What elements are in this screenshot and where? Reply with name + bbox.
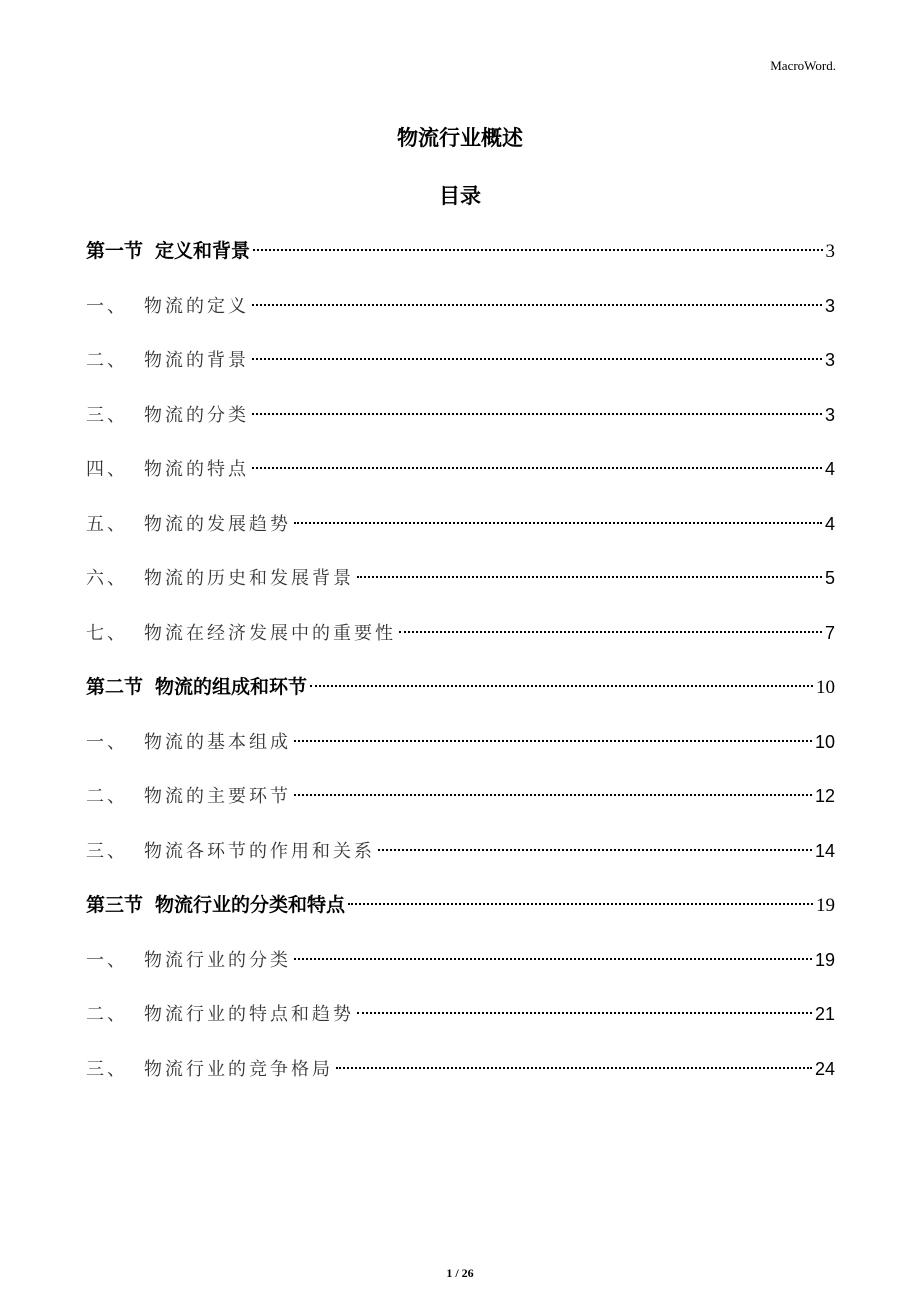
toc-entry-text: 物流的定义 [144,295,249,317]
toc-entry-label [86,774,291,820]
toc-entry-text: 物流的基本组成 [144,731,291,753]
toc-entry-number: 四、 [86,459,128,480]
toc-entry-text: 物流的历史和发展背景 [144,568,354,589]
toc-entry-label [86,393,249,439]
toc-entry-label [86,720,291,766]
toc-page-number: 14 [814,840,835,861]
toc-heading: 目录 [439,184,481,208]
toc-entry-text: 定义和背景 [155,240,251,262]
toc-page-number: 19 [814,949,835,970]
dot-leader [378,849,812,851]
toc-entry-label [86,882,345,928]
toc-entry-text: 物流行业的分类和特点 [155,894,346,916]
toc-entry-label [86,447,249,493]
toc-entry-text: 物流的背景 [144,350,249,371]
page-indicator: 1 / 26 [446,1266,474,1280]
dot-leader [310,685,813,687]
toc-entry-label [86,829,375,875]
dot-leader [252,467,822,469]
toc-page-number: 24 [814,1058,835,1079]
toc-entry-text: 物流行业的特点和趋势 [144,1004,354,1025]
toc-entry-text: 物流的特点 [144,459,249,480]
dot-leader [252,358,822,360]
dot-leader [357,576,822,578]
toc-page-number: 10 [814,731,835,752]
dot-leader [252,304,822,306]
toc-subsection-entry[interactable] [86,1046,835,1101]
toc-entry-text: 物流的组成和环节 [155,676,308,698]
toc-subsection-entry[interactable] [86,446,835,501]
dot-leader [294,522,822,524]
toc-entry-number: 三、 [86,404,128,426]
toc-subsection-entry[interactable] [86,610,835,665]
toc-entry-number: 第二节 [86,676,144,698]
toc-entry-text: 物流行业的分类 [144,949,291,971]
toc-subsection-entry[interactable] [86,501,835,556]
toc-subsection-entry[interactable] [86,283,835,338]
dot-leader [336,1067,812,1069]
toc-page-number: 3 [824,404,835,425]
toc-page-number: 3 [824,350,835,370]
toc-section-entry[interactable] [86,228,835,283]
toc-entry-label [86,938,291,984]
dot-leader [294,740,812,742]
toc-entry-text: 物流的主要环节 [144,786,291,807]
toc-entry-number: 三、 [86,840,128,862]
toc-subsection-entry[interactable] [86,719,835,774]
toc-page-number: 3 [825,241,835,262]
dot-leader [253,249,822,251]
toc-entry-number: 二、 [86,1004,128,1025]
dot-leader [252,413,822,415]
toc-entry-text: 物流行业的竞争格局 [144,1058,333,1080]
toc-page-number: 5 [824,568,835,588]
toc-page-number: 10 [816,677,835,698]
toc-page-number: 7 [824,622,835,643]
dot-leader [357,1012,812,1014]
toc-page-number: 19 [816,895,835,916]
toc-entry-text: 物流的发展趋势 [144,513,291,535]
dot-leader [348,903,813,905]
toc-page-number: 4 [824,459,835,479]
table-of-contents [86,228,835,1100]
toc-entry-number: 一、 [86,949,128,971]
toc-entry-number: 五、 [86,513,128,535]
toc-section-entry[interactable] [86,882,835,937]
toc-subsection-entry[interactable] [86,392,835,447]
toc-entry-label [86,284,249,330]
toc-subsection-entry[interactable] [86,337,835,392]
toc-entry-number: 六、 [86,568,128,589]
dot-leader [294,958,812,960]
toc-subsection-entry[interactable] [86,828,835,883]
toc-entry-number: 一、 [86,731,128,753]
toc-entry-number: 二、 [86,786,128,807]
toc-entry-number: 第三节 [86,894,144,916]
toc-subsection-entry[interactable] [86,555,835,610]
toc-entry-label [86,664,307,710]
toc-subsection-entry[interactable] [86,937,835,992]
toc-entry-number: 一、 [86,295,128,317]
header-brand: MacroWord. [770,58,836,73]
toc-page-number: 12 [814,786,835,806]
dot-leader [399,631,822,633]
toc-entry-label [86,338,249,384]
toc-section-entry[interactable] [86,664,835,719]
toc-entry-text: 物流在经济发展中的重要性 [144,622,396,644]
toc-entry-label [86,992,354,1038]
toc-entry-label [86,502,291,548]
toc-entry-label [86,611,396,657]
toc-page-number: 21 [814,1004,835,1024]
dot-leader [294,794,812,796]
toc-page-number: 3 [824,295,835,316]
toc-entry-number: 三、 [86,1058,128,1080]
toc-entry-text: 物流的分类 [144,404,249,426]
toc-subsection-entry[interactable] [86,773,835,828]
toc-entry-number: 第一节 [86,240,144,262]
toc-entry-number: 七、 [86,622,128,644]
toc-entry-label [86,228,250,274]
toc-subsection-entry[interactable] [86,991,835,1046]
toc-entry-text: 物流各环节的作用和关系 [144,840,375,862]
document-title: 物流行业概述 [397,126,523,150]
toc-entry-label [86,556,354,602]
toc-entry-label [86,1047,333,1093]
toc-page-number: 4 [824,513,835,534]
toc-entry-number: 二、 [86,350,128,371]
